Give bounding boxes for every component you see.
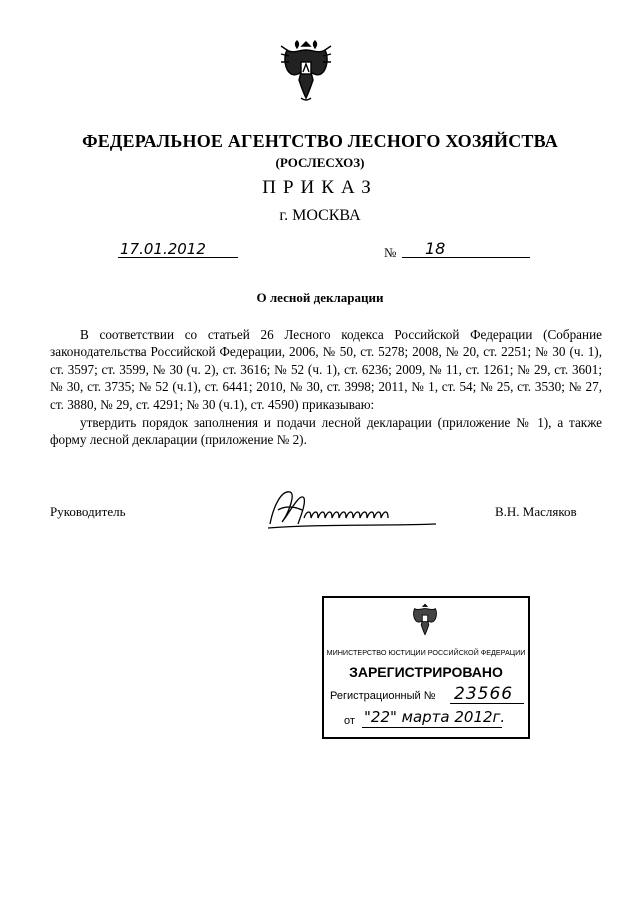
order-subject: О лесной декларации <box>256 290 384 305</box>
stamp-registered: ЗАРЕГИСТРИРОВАНО <box>349 664 503 680</box>
body-paragraph-1: В соответствии со статьей 26 Лесного кодекса Российской Федерации (Собрание законодательства Российской Федерации, 2006, № 50, ст. 5278; 2008, № 20, ст. 2251; № 30 (ч. 1), ст. 3597; ст. 3599, № 30 (ч. 2), ст. 3616; № 52 (ч. 1), ст. 6236; 2009, № 11, ст. 1261; № 29, ст. 3601; № 30, ст. 3735; № 52 (ч.1), ст. 6441; 2010, № 30, ст. 3998; 2011, № 1, ст. 54; № 25, ст. 3530; № 27, ст. 3880, № 29, ст. 4291; № 30 (ч.1), ст. 4590) приказываю: <box>50 327 602 412</box>
coat-of-arms-icon <box>279 36 333 106</box>
stamp-reg-label: Регистрационный № <box>330 690 436 702</box>
stamp-reg-date: "22" марта 2012г. <box>364 708 506 726</box>
document-city: г. МОСКВА <box>279 207 361 224</box>
body-paragraph-2: утвердить порядок заполнения и подачи лесной декларации (приложение № 1), а также форму лесной декларации (приложение № 2). <box>50 415 602 448</box>
registration-stamp <box>322 596 530 739</box>
document-type: ПРИКАЗ <box>262 177 378 198</box>
date-underline <box>118 257 238 258</box>
number-underline <box>402 257 530 258</box>
stamp-reg-number: 23566 <box>454 684 514 704</box>
stamp-from-label: от <box>344 715 355 727</box>
number-label: № <box>384 245 397 260</box>
handwritten-signature-icon <box>260 484 440 532</box>
stamp-reg-underline <box>450 703 524 704</box>
stamp-ministry: МИНИСТЕРСТВО ЮСТИЦИИ РОССИЙСКОЙ ФЕДЕРАЦИИ <box>326 648 526 657</box>
order-body <box>50 326 602 449</box>
signer-title: Руководитель <box>50 504 126 519</box>
agency-title: ФЕДЕРАЛЬНОЕ АГЕНТСТВО ЛЕСНОГО ХОЗЯЙСТВА <box>82 131 558 151</box>
signer-name: В.Н. Масляков <box>495 504 577 519</box>
order-date: 17.01.2012 <box>120 240 206 258</box>
order-number: 18 <box>425 239 446 258</box>
stamp-date-underline <box>362 727 502 728</box>
agency-abbreviation: (РОСЛЕСХОЗ) <box>275 155 365 170</box>
stamp-coat-of-arms-icon <box>410 601 440 639</box>
